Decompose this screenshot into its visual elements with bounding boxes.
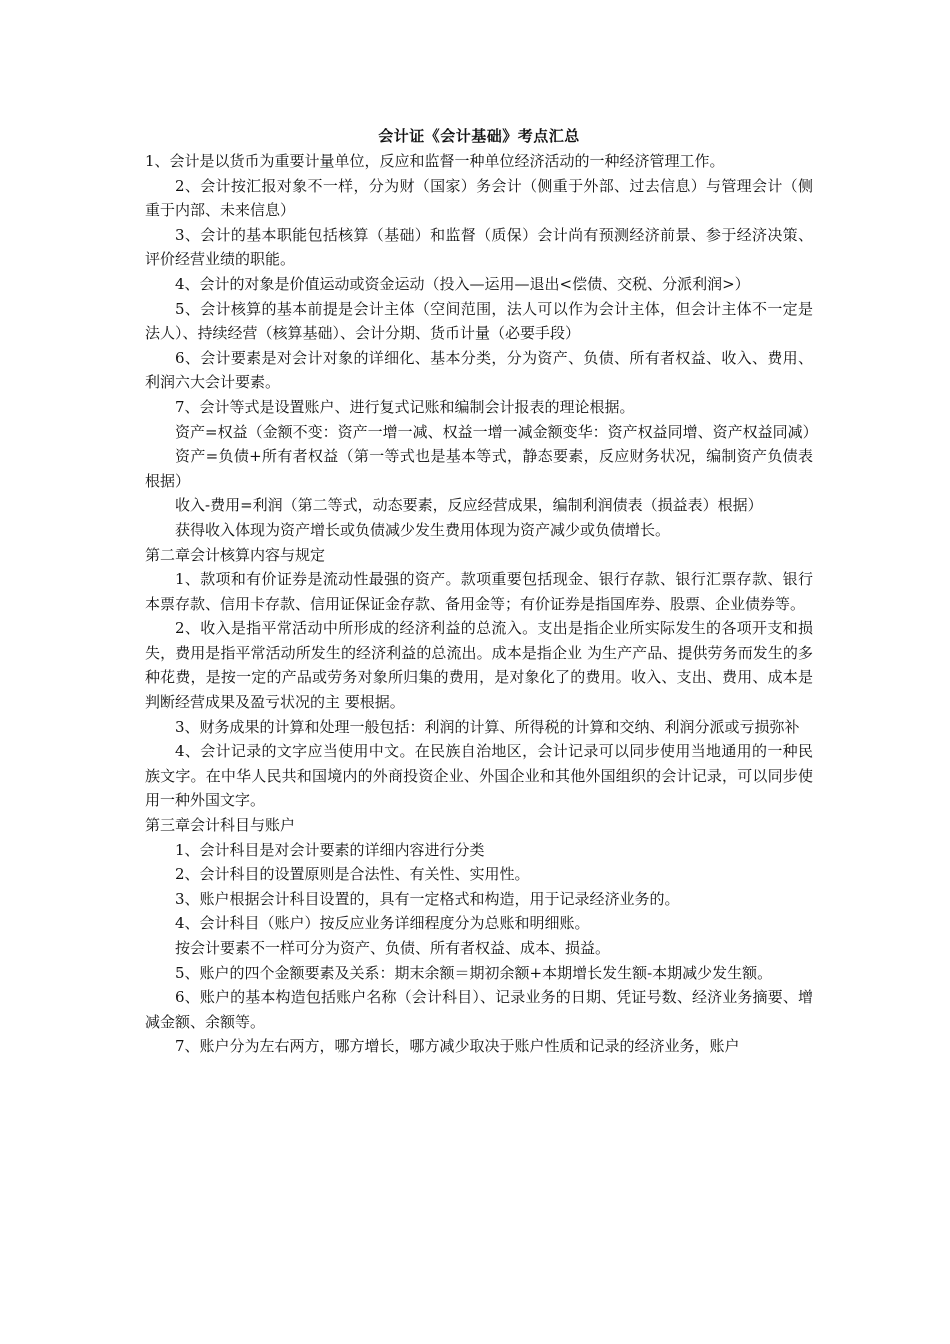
paragraph: 7、会计等式是设置账户、进行复式记账和编制会计报表的理论根据。 [175,397,635,416]
paragraph: 7、账户分为左右两方，哪方增长，哪方减少取决于账户性质和记录的经济业务，账户 [175,1037,740,1056]
paragraph: 6、账户的基本构造包括账户名称（会计科目）、记录业务的日期、凭证号数、经济业务摘要、增减金额、余额等。 [145,988,813,1031]
paragraph: 1、款项和有价证券是流动性最强的资产。款项重要包括现金、银行存款、银行汇票存款、银行本票存款、信用卡存款、信用证保证金存款、备用金等；有价证券是指国库券、股票、企业债券等。 [145,570,813,613]
paragraph: 按会计要素不一样可分为资产、负债、所有者权益、成本、损益。 [175,939,611,957]
paragraph: 2、会计科目的设置原则是合法性、有关性、实用性。 [175,865,530,884]
heading-paragraph: 第二章会计核算内容与规定 [145,545,326,564]
paragraph: 4、会计的对象是价值运动或资金运动（投入—运用—退出<偿债、交税、分派利润>） [175,274,750,293]
paragraph: 5、会计核算的基本前提是会计主体（空间范围，法人可以作为会计主体，但会计主体不一定是法人）、持续经营（核算基础）、会计分期、货币计量（必要手段） [145,299,813,343]
paragraph: 1、会计科目是对会计要素的详细内容进行分类 [175,840,485,859]
paragraph: 2、会计按汇报对象不一样，分为财（国家）务会计（侧重于外部、过去信息）与管理会计（侧重于内部、未来信息） [145,176,813,220]
heading-paragraph: 第三章会计科目与账户 [145,816,296,835]
paragraph: 6、会计要素是对会计对象的详细化、基本分类，分为资产、负债、所有者权益、收入、费用、利润六大会计要素。 [145,348,813,392]
paragraph: 4、会计记录的文字应当使用中文。在民族自治地区，会计记录可以同步使用当地通用的一种民族文字。在中华人民共和国境内的外商投资企业、外国企业和其他外国组织的会计记录，可以同步使用一种外国文字。 [145,742,813,810]
paragraph: 3、财务成果的计算和处理一般包括：利润的计算、所得税的计算和交纳、利润分派或亏损弥补 [175,717,800,736]
paragraph: 3、账户根据会计科目设置的，具有一定格式和构造，用于记录经济业务的。 [175,889,680,908]
paragraph: 获得收入体现为资产增长或负债减少发生费用体现为资产减少或负债增长。 [175,520,671,539]
paragraph: 3、会计的基本职能包括核算（基础）和监督（质保）会计尚有预测经济前景、参于经济决策、评价经营业绩的职能。 [145,225,813,269]
document-title: 会计证《会计基础》考点汇总 [378,127,580,145]
paragraph: 收入-费用=利润（第二等式，动态要素，反应经营成果，编制利润债表（损益表）根据） [175,496,763,515]
paragraph: 5、账户的四个金额要素及关系：期末余额＝期初余额+本期增长发生额-本期减少发生额。 [175,963,773,982]
document-page [145,124,818,1059]
paragraph: 资产=权益（金额不变：资产一增一减、权益一增一减金额变华：资产权益同增、资产权益同减） [175,422,818,441]
heading-paragraph: 1、会计是以货币为重要计量单位，反应和监督一种单位经济活动的一种经济管理工作。 [145,152,725,170]
document-body [145,149,818,1059]
paragraph: 资产=负债+所有者权益（第一等式也是基本等式，静态要素，反应财务状况，编制资产负债表根据） [145,447,813,490]
paragraph: 4、会计科目（账户）按反应业务详细程度分为总账和明细账。 [175,914,590,933]
paragraph: 2、收入是指平常活动中所形成的经济利益的总流入。支出是指企业所实际发生的各项开支和损失，费用是指平常活动所发生的经济利益的总流出。成本是指企业 为生产产品、提供劳务而发生的多种花费，是按一定的产品或劳务对象所归集的费用，是对象化了的费用。收入、支出、费用、成本是判断经营成果及盈亏状况的主 要根据。 [145,619,813,712]
